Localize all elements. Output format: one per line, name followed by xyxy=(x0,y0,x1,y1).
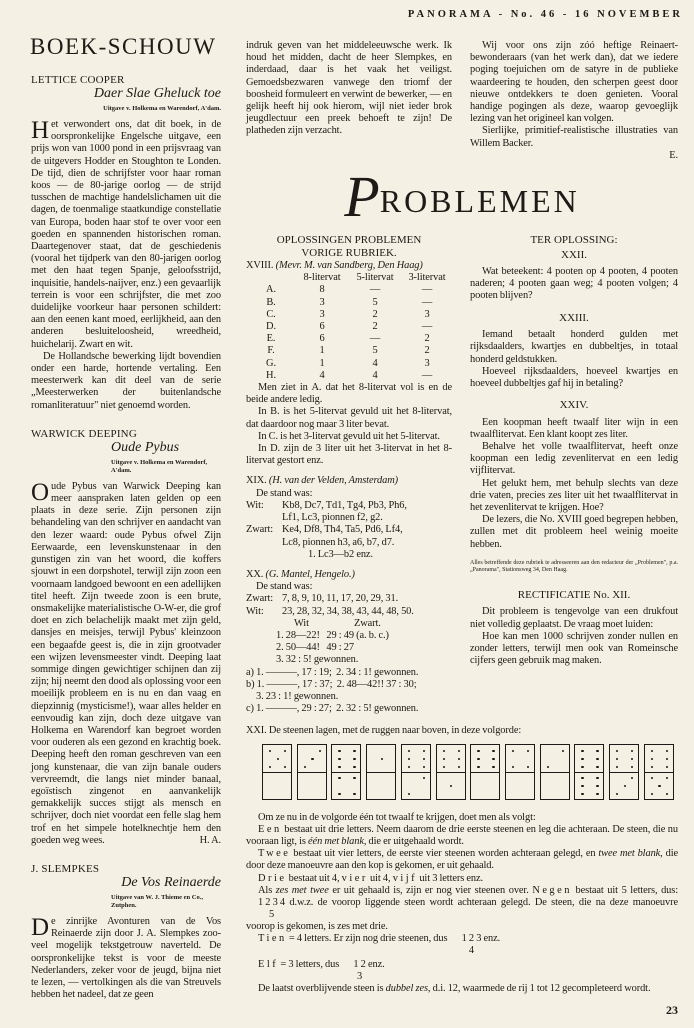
sequence-next: 5 xyxy=(268,908,275,920)
pip xyxy=(651,766,653,768)
stand-label: De stand was: xyxy=(256,487,313,499)
pip xyxy=(562,750,564,752)
paragraph: De lezers, die No. XVIII goed begrepen hebben, zullen met dit probleem heel weinig moeite hebben. xyxy=(470,514,678,550)
address-note: Alles betreffende deze rubriek te adresseeren aan den redacteur der „Problemen", p.a. „Panorama", Stationsweg 34, Den Haag. xyxy=(470,559,678,574)
text: , die door deze manoeuvre aan den kop is gekomen, er uit gehaald. xyxy=(246,848,678,872)
position: Kb8, Dc7, Td1, Tg4, Pb3, Ph6, xyxy=(282,499,407,511)
pip xyxy=(408,766,410,768)
position: Lc8, pionnen h3, a6, b7, d7. xyxy=(282,536,395,548)
review-publisher: Uitgave van W. J. Thieme en Co., Zutphen. xyxy=(111,893,203,909)
domino-half xyxy=(298,772,326,799)
side-label: Zwart: xyxy=(246,524,274,536)
vat-cell: 2 xyxy=(424,333,430,345)
pip xyxy=(269,750,271,752)
pip xyxy=(458,766,460,768)
vat-cell: — xyxy=(421,296,433,308)
problem-label: XX. xyxy=(246,568,264,580)
signature: E. xyxy=(669,149,678,161)
domino-2-0 xyxy=(540,744,570,800)
paragraph: Om ze nu in de volgorde één tot twaalf te krijgen, doet men als volgt: xyxy=(258,811,536,823)
pip xyxy=(408,758,410,760)
xxi-intro: XXI. De steenen lagen, met de ruggen naar boven, in deze volgorde: xyxy=(246,725,522,737)
sequence-notation xyxy=(341,959,365,983)
right-columns xyxy=(246,40,678,1028)
domino-half xyxy=(610,745,638,773)
pip xyxy=(596,750,598,752)
vat-row xyxy=(246,321,452,333)
title-rest: ROBLEMEN xyxy=(379,183,580,220)
new-problems xyxy=(470,234,678,667)
problem-credit: (G. Mantel, Hengelo.) xyxy=(265,568,355,580)
pip xyxy=(338,750,340,752)
xxi-solution xyxy=(246,812,678,996)
vat-row xyxy=(246,297,452,309)
domino-half xyxy=(610,772,638,799)
domino-6-4 xyxy=(331,744,361,800)
pip xyxy=(581,766,583,768)
vat-cell: H. xyxy=(266,369,276,381)
vat-cell: 1 xyxy=(319,345,325,357)
text: , d.i. 12, waarmede de rij 1 tot 12 gecompleteerd wordt. xyxy=(427,983,651,995)
vat-cell: 6 xyxy=(319,333,325,345)
pip xyxy=(353,758,355,760)
vat-cell: 3 xyxy=(424,308,430,320)
pip xyxy=(596,777,598,779)
sequence-next: 3 xyxy=(357,971,363,983)
spaced-word: Twee xyxy=(258,848,291,860)
variant: b) 1. ———, 17 : 37; 2. 48—42!! 37 : 30; xyxy=(246,678,417,690)
pip xyxy=(353,750,355,752)
side-label: Zwart: xyxy=(246,593,274,605)
review-author: J. SLEMPKES xyxy=(31,862,100,875)
pip xyxy=(651,758,653,760)
pip xyxy=(284,750,286,752)
pip xyxy=(381,758,383,760)
move: 1. 28—22! 29 : 49 (a. b. c.) xyxy=(276,629,389,641)
paragraph: In C. is het 3-litervat gevuld uit het 5-litervat. xyxy=(258,430,440,442)
review-cooper xyxy=(31,74,221,412)
solution-xix xyxy=(246,475,452,560)
vat-cell: — xyxy=(421,369,433,381)
paragraph: Men ziet in A. dat het 8-litervat vol is en de beide andere ledig. xyxy=(246,382,452,406)
pip xyxy=(338,777,340,779)
position: 7, 8, 9, 10, 11, 17, 20, 29, 31. xyxy=(282,593,399,605)
vat-cell: 8 xyxy=(319,284,325,296)
domino-half xyxy=(645,745,673,773)
paragraph: Behalve het volle twaalflitervat, heeft onze koopman een ledig zevenlitervat en een ledig vijflitervat. xyxy=(470,441,678,477)
pip xyxy=(631,750,633,752)
domino-half xyxy=(506,772,534,799)
domino-half xyxy=(471,772,499,799)
review-deeping xyxy=(31,428,221,847)
vat-cell: 4 xyxy=(372,357,378,369)
review-body: indruk geven van het middeleeuwsche werk. Ik houd het midden, dacht de heer Slempkes, en inderdaad, daar is het vaak het veiligst. Gemoedsbezwaren vanwege den triomf der boosheid formuleert en verwint de bewerker, — en gelijk heeft hij ook hierom, wijl niet ieder brok jeugdlectuur een preek behoeft te zijn! De platheden zijn verzacht. xyxy=(246,40,452,137)
col-header: Zwart. xyxy=(354,617,381,629)
pip xyxy=(631,777,633,779)
vat-cell: 2 xyxy=(424,345,430,357)
problem-credit: (H. van der Velden, Amsterdam) xyxy=(268,475,398,487)
domino-half xyxy=(645,772,673,799)
col-header: Wit xyxy=(294,617,309,629)
text: uit 3 letters enz. xyxy=(417,872,483,884)
vat-cell: 3 xyxy=(319,296,325,308)
review-body: Wij voor ons zijn zóó heftige Reinaert-bewonderaars (van het werk dan), dat we iedere poging toejuichen om de satyre in de publieke waardeering te houden, den scherpen geest door nieuwe ontdekkers te doen genieten. Vooral handige pogingen als deze, waarop gevoeglijk lezing van het origineel kan volgen. xyxy=(470,40,678,125)
pip xyxy=(477,758,479,760)
position: Lf1, Lc3, pionnen f2, g2. xyxy=(282,512,383,524)
review-column xyxy=(31,74,221,1001)
pip xyxy=(596,758,598,760)
domino-5-0 xyxy=(262,744,292,800)
ter-oplossing-heading: TER OPLOSSING: xyxy=(530,234,618,247)
pip xyxy=(631,758,633,760)
pip xyxy=(492,766,494,768)
solutions-heading: VORIGE RUBRIEK. xyxy=(301,246,397,259)
domino-half xyxy=(541,772,569,799)
domino-half xyxy=(263,772,291,799)
position: Ke4, Df8, Th4, Ta5, Pd6, Lf4, xyxy=(282,524,403,536)
domino-half xyxy=(437,745,465,773)
domino-1-0 xyxy=(366,744,396,800)
spaced-word: Een xyxy=(258,823,282,835)
text: bestaat uit 4, xyxy=(286,872,342,884)
domino-half xyxy=(506,745,534,773)
review-body: Sierlijke, primitief-realistische illustraties van Willem Backer. xyxy=(470,125,678,149)
domino-half xyxy=(263,745,291,773)
paragraph: In D. zijn de 3 liter uit het 3-litervat in het 8-litervat gestort enz. xyxy=(246,443,452,467)
domino-half xyxy=(367,772,395,799)
running-header: PANORAMA - No. 46 - 16 NOVEMBER xyxy=(407,9,683,20)
pip xyxy=(666,777,668,779)
move: 2. 50—44! 49 : 27 xyxy=(276,642,354,654)
vat-cell: 5 xyxy=(372,345,378,357)
vat-cell: E. xyxy=(266,333,276,345)
title-initial: P xyxy=(344,164,380,230)
pip xyxy=(631,766,633,768)
problem-label: XIX. xyxy=(246,475,267,487)
pip xyxy=(492,750,494,752)
text: bestaat uit vier letters, de eerste vier steenen worden achteraan gelegd, en xyxy=(290,848,599,860)
pip xyxy=(547,766,549,768)
pip xyxy=(311,758,313,760)
review-author: LETTICE COOPER xyxy=(31,74,125,86)
pip xyxy=(353,793,355,795)
domino-6-1 xyxy=(436,744,466,800)
domino-half xyxy=(437,772,465,799)
problemen-title xyxy=(246,164,678,230)
domino-half xyxy=(575,772,603,799)
problem-label: XXIII. xyxy=(559,311,589,324)
section-title: BOEK-SCHOUW xyxy=(30,34,217,59)
domino-6-2 xyxy=(401,744,431,800)
pip xyxy=(458,758,460,760)
problem-credit: (Mevr. M. van Sandberg, Den Haag) xyxy=(275,260,423,272)
move: 1. Lc3—b2 enz. xyxy=(308,548,373,560)
pip xyxy=(423,766,425,768)
vat-cell: 1 xyxy=(319,357,325,369)
spaced-word: vijf xyxy=(392,872,418,884)
pip xyxy=(477,766,479,768)
paragraph: Hoe kan men 1000 schrijven zonder nullen en zonder letters, terwijl men ook van Romeinsche cijfers geen gebruik mag maken. xyxy=(470,630,678,667)
vat-cell: — xyxy=(421,284,433,296)
domino-half xyxy=(575,745,603,773)
vat-row xyxy=(246,309,452,321)
domino-6-3 xyxy=(609,744,639,800)
pip xyxy=(624,785,626,787)
spaced-word: Negen xyxy=(532,884,572,896)
vat-row xyxy=(246,358,452,370)
pip xyxy=(512,766,514,768)
solution-xx xyxy=(246,569,452,715)
spaced-word: Tien xyxy=(258,933,287,945)
review-body: e zinrijke Avonturen van de Vos Reinaerde zijn door J. A. Slempkes zoo-veel mogelijk tekstgetrouw naverteld. De oorspronkelijke tekst is voor de meeste Nederlanders, zeker voor de jeugd, bijna niet te lezen, — vertolkingen als die van Streuvels hebben het nadeel, dat ze geen xyxy=(31,915,221,1001)
text: bestaat uit 5 letters, dus: xyxy=(571,884,678,896)
pip xyxy=(581,793,583,795)
domino-3-0 xyxy=(297,744,327,800)
text: enz. xyxy=(481,933,501,945)
drop-cap: O xyxy=(31,478,49,506)
pip xyxy=(651,750,653,752)
domino-half xyxy=(541,745,569,773)
text: uit 4, xyxy=(367,872,393,884)
vat-row xyxy=(246,345,452,357)
review-book-title: Daer Slae Gheluck toe xyxy=(93,86,221,101)
pip xyxy=(477,750,479,752)
side-label: Wit: xyxy=(246,605,264,617)
domino-4-0 xyxy=(505,744,535,800)
solutions xyxy=(246,234,452,715)
pip xyxy=(319,750,321,752)
pip xyxy=(581,777,583,779)
pip xyxy=(651,793,653,795)
pip xyxy=(423,758,425,760)
drop-cap: D xyxy=(31,913,49,941)
sequence-notation xyxy=(450,933,482,957)
signature: H. A. xyxy=(199,834,221,846)
sequence: 1 2 3 xyxy=(461,933,482,945)
vat-cell: 3 xyxy=(319,308,325,320)
col-header: 3-litervat xyxy=(408,272,446,284)
pip xyxy=(443,766,445,768)
vat-cell: — xyxy=(421,321,433,333)
problem-label: XVIII. xyxy=(246,260,274,272)
pip xyxy=(304,766,306,768)
pip xyxy=(527,766,529,768)
paragraph: Dit probleem is tengevolge van een drukfout niet volledig geplaatst. De vraag moet luiden: xyxy=(470,606,678,630)
vat-cell: 2 xyxy=(372,321,378,333)
text: enz. xyxy=(365,959,385,971)
pip xyxy=(423,777,425,779)
pip xyxy=(596,785,598,787)
emphasis: dubbel zes xyxy=(385,983,428,995)
domino-half xyxy=(332,772,360,799)
pip xyxy=(353,766,355,768)
text: bestaat uit drie letters. Neem daarom de drie eerste steenen en leg die achteraan. De steen, die nu vooraan ligt, is xyxy=(246,823,678,847)
vat-cell: B. xyxy=(266,296,276,308)
pip xyxy=(596,793,598,795)
paragraph: Wat beteekent: 4 pooten op 4 pooten, 4 pooten naderen; 4 pooten gaan weg; 4 pooten volgen; 4 pooten blijven? xyxy=(470,266,678,302)
vat-row xyxy=(246,370,452,382)
vat-cell: A. xyxy=(266,284,276,296)
vat-table xyxy=(246,272,452,382)
review-body: et verwondert ons, dat dit boek, in de oorspronkelijke Engelsche uitgave, een prijs won van 1000 pond in een prijsvraag van de uitgevers Hodder en Stoughton te Londen. De tijd, dien de schrijfster voor haar roman koos — de 80-jarige oorlog — de strijd tusschen de machtige handelslichamen uit die dagen, de toenmalige staatkundige constellatie van Europa, boden haar stof te over voor een goeden en spannenden historischen roman. Daartegenover staat, dat de geschiedenis (vooral het tijdperk van den 80-jarigen oorlog met den haat tegen Spanje, geloofsstrijd, inquisitie, handels-naijver, enz.) een gevaarlijk terrein is voor een schrijfster, die met zoo duidelijke voorkeur haar personen schildert: aan den eenen kant moed, eerlijkheid, aan den anderen besluiteloosheid, wreedheid, huichelarij. Zwart en wit. xyxy=(31,119,221,350)
domino-row xyxy=(262,744,682,802)
domino-6-0 xyxy=(470,744,500,800)
spaced-word: vier xyxy=(341,872,368,884)
pip xyxy=(408,793,410,795)
pip xyxy=(666,793,668,795)
text: d.w.z. de voorop liggende steen wordt achteraan gelegd. De steen, die na deze manoeuvre voorop is gekomen, is zes met drie. xyxy=(246,896,678,932)
review-author: WARWICK DEEPING xyxy=(31,427,137,440)
move: 3. 32 : 5! gewonnen. xyxy=(276,654,359,666)
problem-label: XXII. xyxy=(561,248,587,261)
text: Als xyxy=(258,884,276,896)
emphasis: zes met twee xyxy=(275,884,329,896)
pip xyxy=(616,793,618,795)
emphasis: één met blank xyxy=(308,835,364,847)
pip xyxy=(666,750,668,752)
pip xyxy=(616,766,618,768)
text: er uit gehaald is, zijn er nog vier steenen over. xyxy=(328,884,533,896)
vat-row xyxy=(246,333,452,345)
paragraph: In B. is het 5-litervat gevuld uit het 8-litervat, dat daardoor nog maar 3 liter bevat. xyxy=(246,406,452,430)
pip xyxy=(353,777,355,779)
pip xyxy=(596,766,598,768)
problem-label: XXIV. xyxy=(559,399,589,412)
domino-6-6 xyxy=(574,744,604,800)
review-book-title: Oude Pybus xyxy=(111,439,180,455)
pip xyxy=(443,750,445,752)
review-slempkes xyxy=(31,863,221,1001)
side-label: Wit: xyxy=(246,499,264,511)
domino-half xyxy=(298,745,326,773)
review-book-title: De Vos Reinaerde xyxy=(121,874,221,890)
pip xyxy=(284,766,286,768)
pip xyxy=(458,750,460,752)
vat-cell: 5 xyxy=(372,296,378,308)
review-body: De Hollandsche bewerking lijdt bovendien onder een harde, hortende vertaling. Een meesterwerk kan dit deel van de serie „Meesterwerken der buitenlandsche romanliteratuur" niet genoemd worden. xyxy=(31,350,221,411)
pip xyxy=(443,758,445,760)
pip xyxy=(269,766,271,768)
vat-cell: D. xyxy=(266,321,276,333)
emphasis: twee met blank xyxy=(598,848,661,860)
vat-cell: 4 xyxy=(372,369,378,381)
drop-cap: H xyxy=(31,117,49,144)
text: , die er uitgehaald wordt. xyxy=(363,835,464,847)
vat-cell: G. xyxy=(266,357,276,369)
domino-half xyxy=(367,745,395,773)
solutions-heading: OPLOSSINGEN PROBLEMEN xyxy=(276,234,422,247)
pip xyxy=(616,758,618,760)
paragraph: Het gelukt hem, met behulp slechts van deze drie vaten, precies zes liter uit het twaalflitervat in het zevenlitervat te krijgen. Hoe? xyxy=(470,477,678,514)
sequence-notation xyxy=(246,897,285,921)
domino-6-5 xyxy=(644,744,674,800)
text: De laatst overblijvende steen is xyxy=(258,983,386,995)
vat-cell: F. xyxy=(267,345,275,357)
domino-half xyxy=(332,745,360,773)
sequence-next: 4 xyxy=(468,945,475,957)
paragraph: Iemand betaalt honderd gulden met rijksdaalders, kwartjes en dubbeltjes, in totaal honderd geldstukken. xyxy=(470,329,678,365)
pip xyxy=(581,750,583,752)
review-publisher: Uitgave v. Holkema en Warendorf, A'dam. xyxy=(103,105,221,112)
variant: 3. 23 : 1! gewonnen. xyxy=(256,690,339,702)
text: = 4 letters. Er zijn nog drie steenen, dus xyxy=(286,933,450,945)
sequence: 1 2 xyxy=(353,959,366,971)
pip xyxy=(527,750,529,752)
stand-label: De stand was: xyxy=(256,581,313,593)
domino-half xyxy=(471,745,499,773)
review-body: ude Pybus van Warwick Deeping kan meer aanspraken laten gelden op een plaats in deze serie. Zijn personen zijn behandeling van den schrijver en aandacht van den lezer waard: oude Pybus ofwel Zijn Eerwaarde, een levenskunstenaar in den gunstigen zin van het woord, die koffers sjouwt in een dorpshotel, terwijl zijn zoon een voornaam landgoed bewoont en een adellijken titel heeft. Zijn tweede zoon is een brute, onsmakelijke materialistische O-W-er, die grof doet en zich belachelijk maakt met zijn geld, dansjes en meisjes, terwijl Pybus' kleinzoon een begaafde geest is, die in zijn grootvader een wijzen levensmeester vindt. Deeping laat sommige dingen gewichtiger schijnen dan zij zijn; hij neemt den dood als oplossing voor een moeilijk probleem en is nu en dan vaag en diepzinnig (mysticisme!), waar alles helder en eenvoudig kan zijn, doch deze uitgave van Holkema en Warendorf kan begroet worden voor ouderen als een gezond en krachtig boek. Deeping heeft den roman geschreven van een jong kunstenaar, die van zijn banale ouders vervreemdt, die langs niet minder banaal, egoïstisch zingenot en aanvankelijk gemakkelijk succes stijgt als mensch en schrijver, doch niet voordat een felle slag hem trof en het simpele hotelknechtje hem den goeden weg wees. xyxy=(31,480,221,846)
pip xyxy=(338,766,340,768)
pip xyxy=(338,793,340,795)
pip xyxy=(512,750,514,752)
review-slempkes-continued xyxy=(246,40,678,162)
review-publisher: Uitgave v. Holkema en Warendorf, A'dam. xyxy=(111,458,208,474)
pip xyxy=(581,758,583,760)
vat-cell: — xyxy=(369,333,381,345)
variant: a) 1. ———, 17 : 19; 2. 34 : 1! gewonnen. xyxy=(246,666,419,678)
vat-cell: 6 xyxy=(319,321,325,333)
vat-cell: — xyxy=(369,284,381,296)
pip xyxy=(666,758,668,760)
variant: c) 1. ———, 29 : 27; 2. 32 : 5! gewonnen. xyxy=(246,703,419,715)
sequence: 1 2 3 4 xyxy=(258,896,285,908)
pip xyxy=(658,785,660,787)
rectificatie-heading: RECTIFICATIE No. XII. xyxy=(517,588,631,601)
spaced-word: Elf xyxy=(258,959,279,971)
pip xyxy=(666,766,668,768)
pip xyxy=(492,758,494,760)
pip xyxy=(581,785,583,787)
pip xyxy=(338,758,340,760)
col-header: 8-litervat xyxy=(303,272,341,284)
pip xyxy=(616,750,618,752)
pip xyxy=(651,777,653,779)
vat-cell: 3 xyxy=(424,357,430,369)
domino-half xyxy=(402,772,430,799)
paragraph: Een koopman heeft twaalf liter wijn in een twaalflitervat. Een klant koopt zes liter. xyxy=(470,416,678,440)
col-header: 5-litervat xyxy=(356,272,394,284)
paragraph: Hoeveel rijksdaalders, hoeveel kwartjes en hoeveel dubbeltjes gaf hij in betaling? xyxy=(470,365,678,389)
vat-cell: 2 xyxy=(372,308,378,320)
page-number: 23 xyxy=(666,1003,678,1018)
text: = 3 letters, dus xyxy=(278,959,342,971)
pip xyxy=(423,750,425,752)
pip xyxy=(277,758,279,760)
domino-half xyxy=(402,745,430,773)
pip xyxy=(408,750,410,752)
position: 23, 28, 32, 34, 38, 43, 44, 48, 50. xyxy=(282,605,414,617)
vat-cell: 4 xyxy=(319,369,325,381)
solution-xviii xyxy=(246,260,452,467)
vat-cell: C. xyxy=(266,308,276,320)
pip xyxy=(450,785,452,787)
vat-row xyxy=(246,284,452,296)
spaced-word: Drie xyxy=(258,872,287,884)
